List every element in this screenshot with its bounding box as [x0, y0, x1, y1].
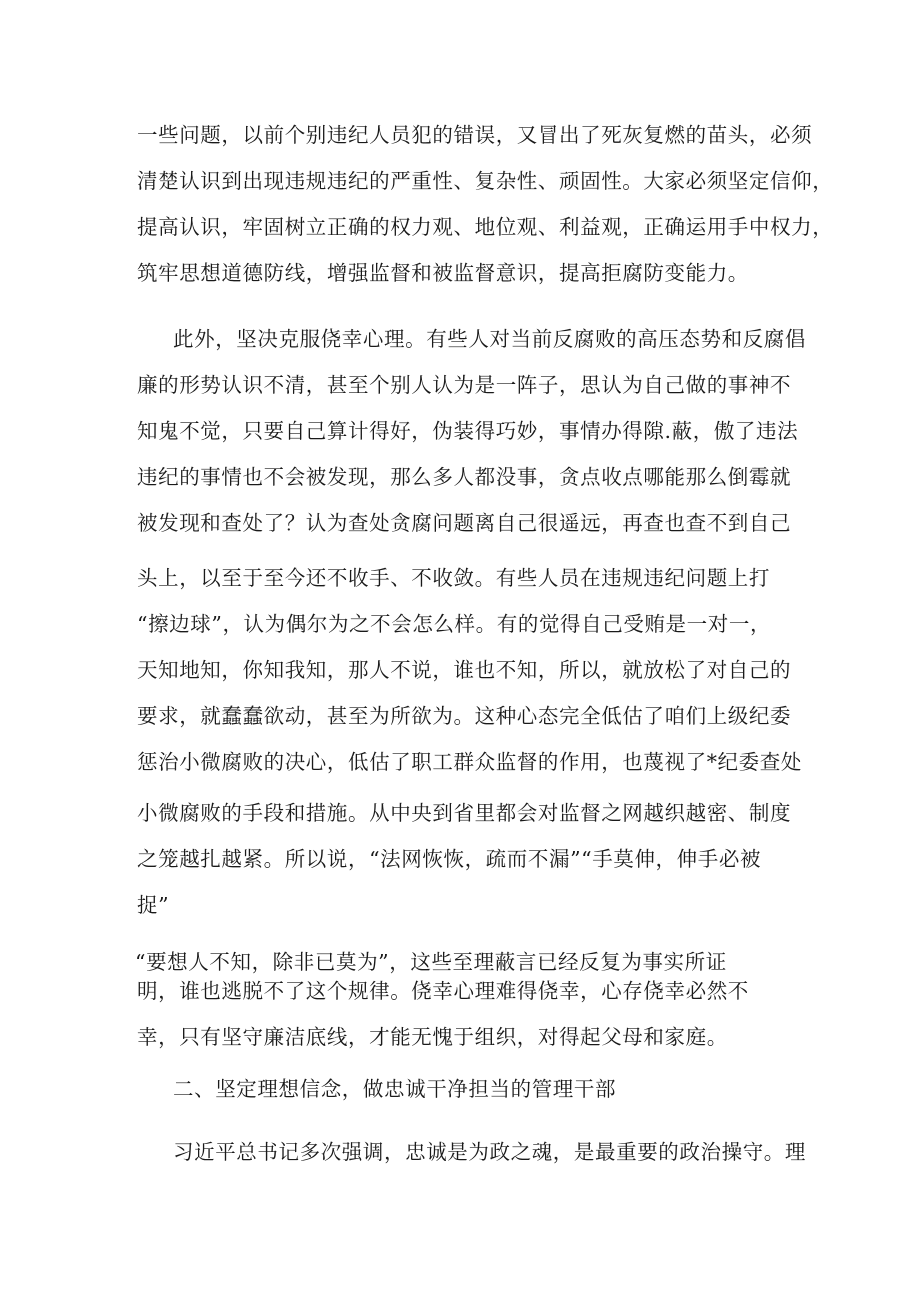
text-line: 幸，只有坚守廉洁底线，才能无愧于组织，对得起父母和家庭。	[137, 1025, 728, 1049]
section-heading: 二、坚定理想信念，做忠诚干净担当的管理干部	[173, 1077, 617, 1101]
text-line: 知鬼不觉，只要自己算计得好，伪装得巧妙，事情办得隙.蔽，傲了违法	[137, 419, 799, 443]
text-line: 明，谁也逃脱不了这个规律。侥幸心理难得侥幸，心存侥幸必然不	[137, 979, 749, 1003]
text-line: 被发现和查处了？认为查处贪腐问题离自己很遥远，再查也查不到自己	[137, 511, 792, 535]
text-line: 廉的形势认识不清，甚至个别人认为是一阵子，思认为自己做的事神不	[137, 373, 792, 397]
text-line: 违纪的事情也不会被发现，那么多人都没事，贪点收点哪能那么倒霉就	[137, 465, 792, 489]
text-line: 捉”	[137, 893, 170, 917]
text-line: “要想人不知，除非已莫为”，这些至理蔽言已经反复为事实所证	[135, 950, 727, 974]
text-line: 清楚认识到出现违规违纪的严重性、复杂性、顽固性。大家必须坚定信仰，	[137, 169, 834, 193]
text-line: 要求，就蠢蠢欲动，甚至为所欲为。这种心态完全低估了咱们上级纪委	[137, 704, 792, 728]
text-line: 筑牢思想道德防线，增强监督和被监督意识，提高拒腐防变能力。	[137, 261, 749, 285]
text-line: 一些问题，以前个别违纪人员犯的错误，又冒出了死灰复燃的苗头，必须	[137, 123, 813, 147]
text-line: 此外，坚决克服侥幸心理。有些人对当前反腐败的高压态势和反腐倡	[173, 327, 806, 351]
text-line: 天知地知，你知我知，那人不说，谁也不知，所以，就放松了对自己的	[137, 658, 792, 682]
text-line: 习近平总书记多次强调，忠诚是为政之魂，是最重要的政治操守。理	[173, 1140, 806, 1164]
text-line: 小微腐败的手段和措施。从中央到省里都会对监督之网越织越密、制度	[137, 801, 792, 825]
text-line: 之笼越扎越紧。所以说，“法网恢恢，疏而不漏”“手莫伸，伸手必被	[137, 847, 762, 871]
text-line: “擦边球”，认为偶尔为之不会怎么样。有的觉得自己受贿是一对一，	[137, 612, 772, 636]
text-line: 头上，以至于至今还不收手、不收敛。有些人员在违规违纪问题上打	[137, 566, 770, 590]
text-line: 惩治小微腐败的决心，低估了职工群众监督的作用，也蔑视了*纪委查处	[137, 750, 802, 774]
text-line: 提高认识，牢固树立正确的权力观、地位观、利益观，正确运用手中权力，	[137, 215, 834, 239]
